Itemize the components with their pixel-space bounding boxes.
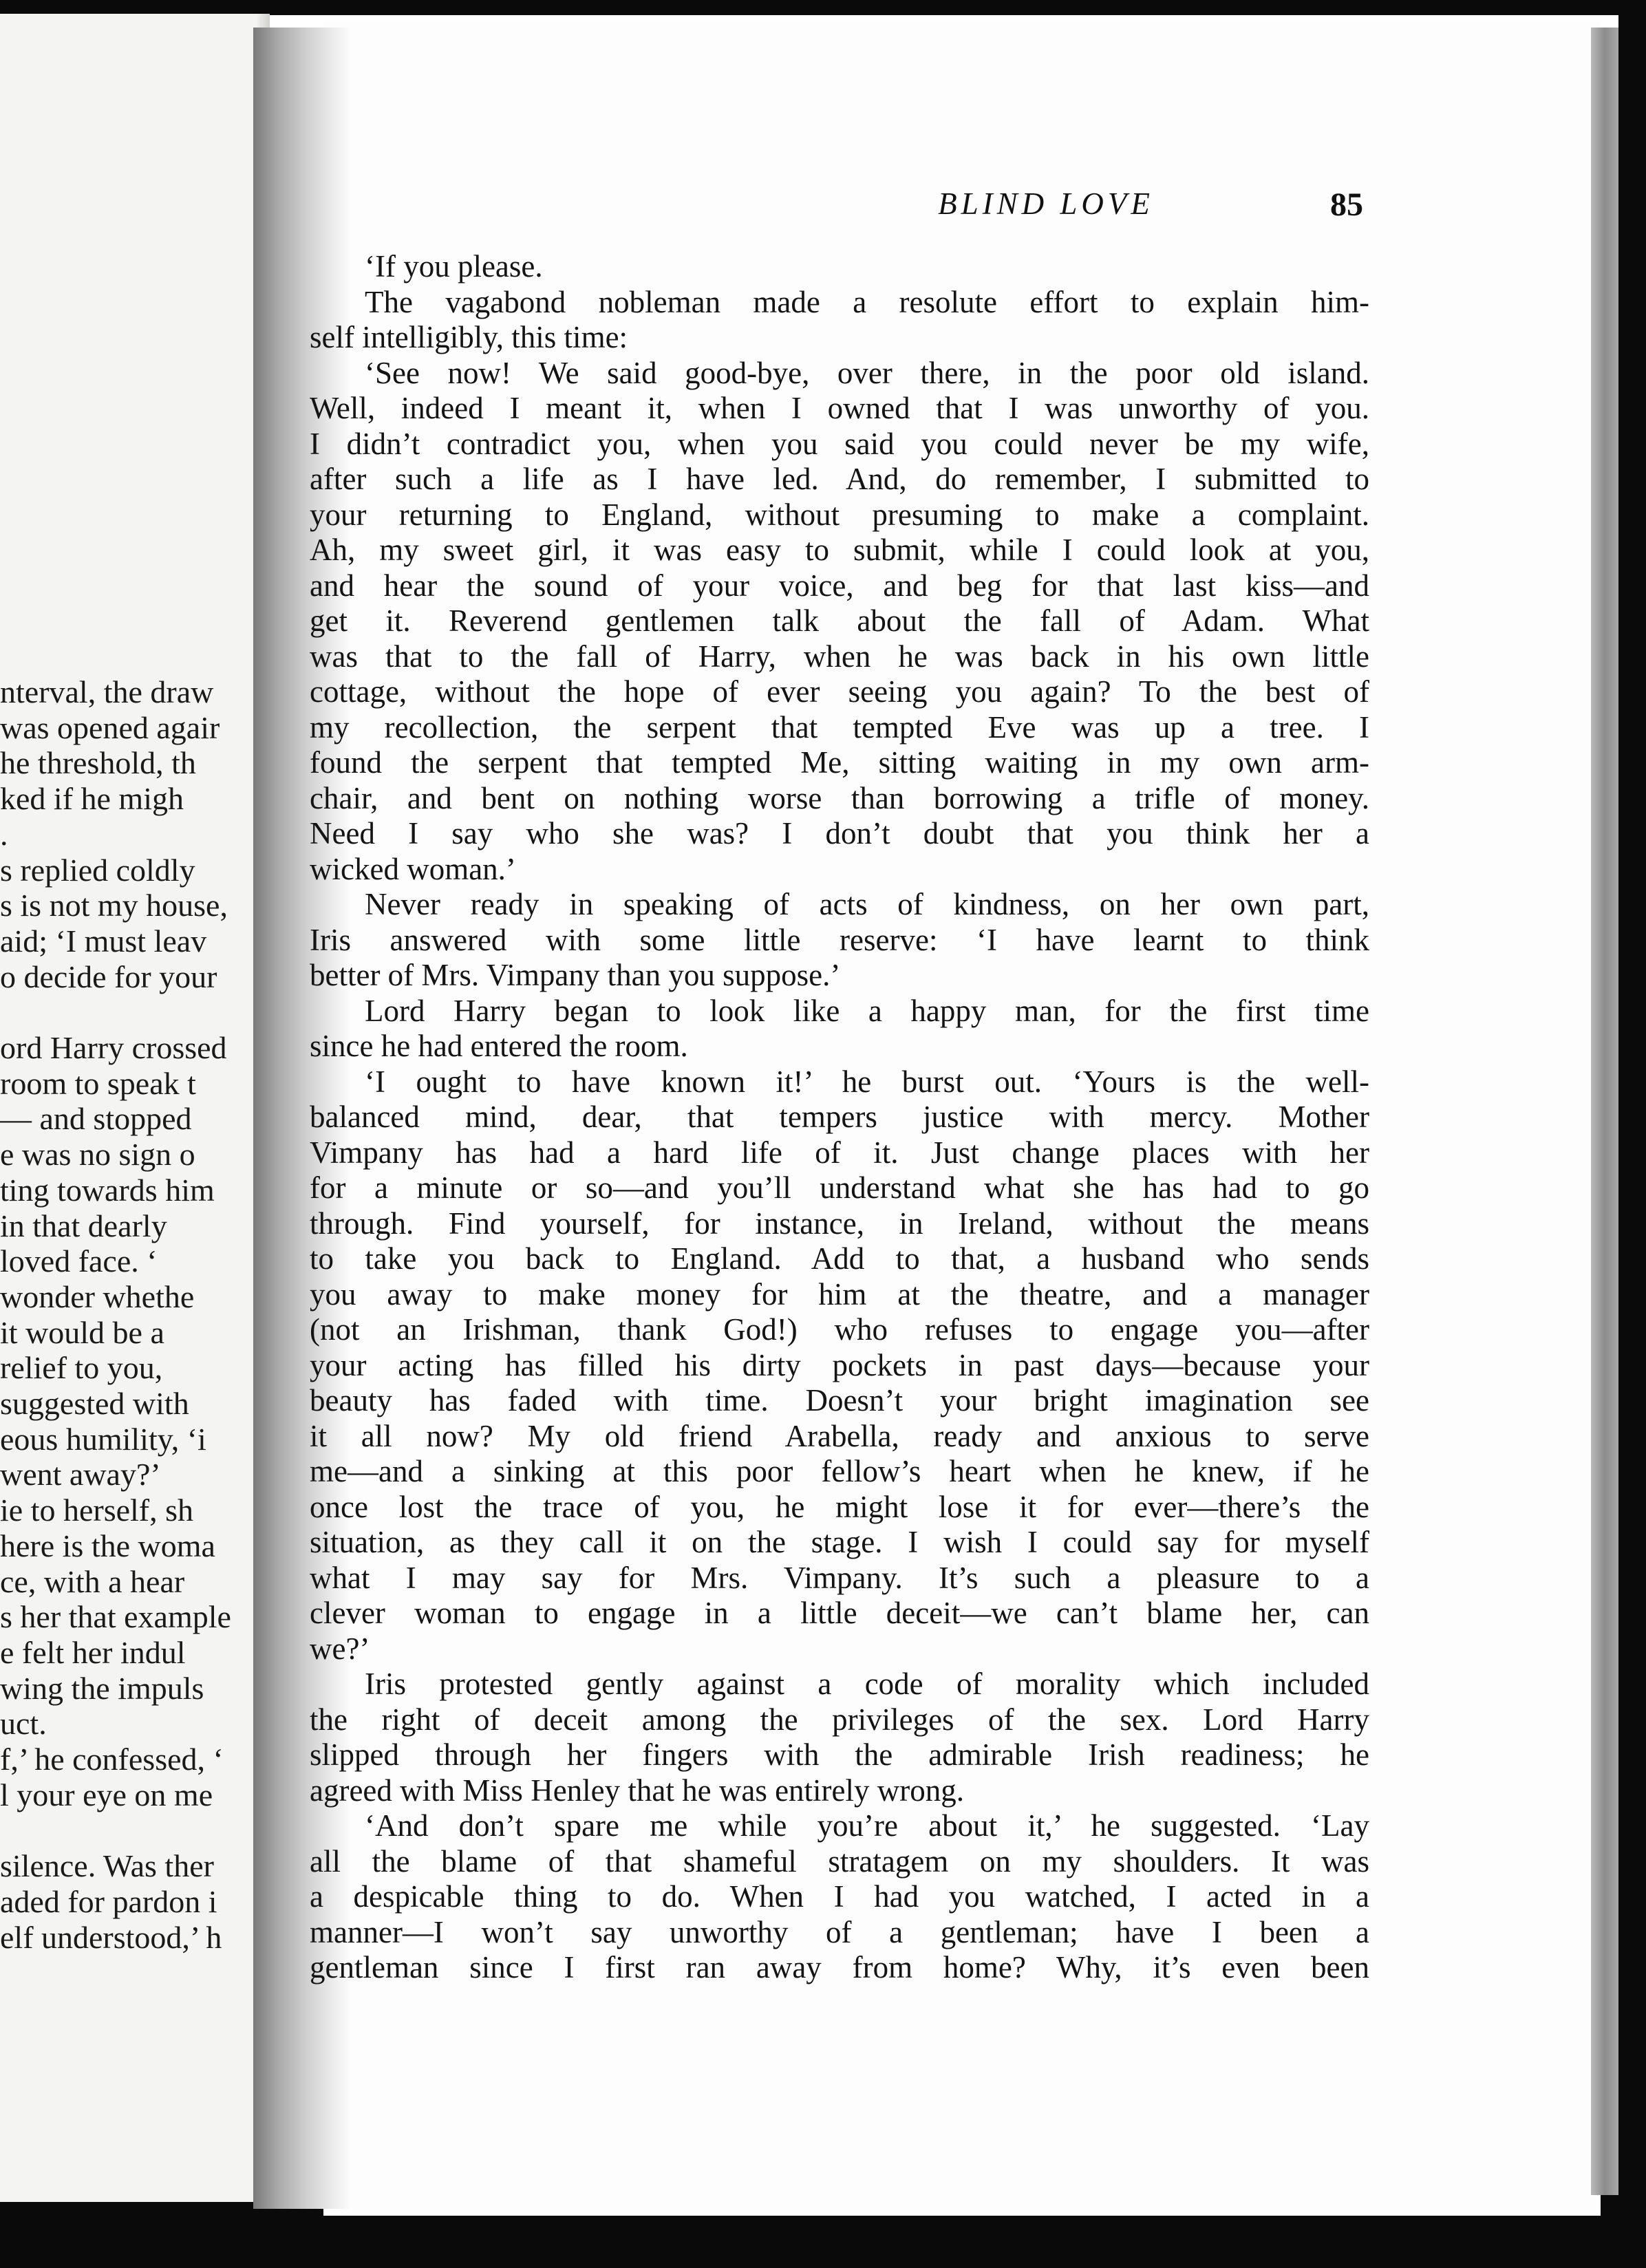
text-line: we?’ — [310, 1631, 370, 1666]
text-line: for a minute or so—and you’ll understand what she has had to go — [310, 1170, 1369, 1205]
text-line: after such a life as I have led. And, do remember, I submitted to — [310, 462, 1369, 496]
text-line: your returning to England, without presuming to make a complaint. — [310, 497, 1369, 532]
left-text-line: wonder whethe — [0, 1279, 195, 1314]
page-edge — [1591, 28, 1618, 2195]
left-text-line: in that dearly — [0, 1208, 167, 1243]
text-line: your acting has filled his dirty pockets in past days—because your — [310, 1347, 1369, 1382]
left-text-line: aid; ‘I must leav — [0, 923, 207, 959]
text-line: ‘If you please. — [365, 249, 543, 284]
text-line: Well, indeed I meant it, when I owned that I was unworthy of you. — [310, 391, 1369, 425]
header-title-text: BLIND LOVE — [938, 186, 1154, 221]
text-line: Lord Harry began to look like a happy man, for the first time — [365, 993, 1369, 1028]
text-line: the right of deceit among the privileges of the sex. Lord Harry — [310, 1702, 1369, 1737]
left-text-line: suggested with — [0, 1386, 189, 1421]
text-line: Need I say who she was? I don’t doubt that you think her a — [310, 816, 1369, 850]
running-head — [323, 186, 1601, 234]
left-text-line: wing the impuls — [0, 1670, 204, 1706]
scan-border-right — [1618, 0, 1646, 2268]
left-text-line: ie to herself, sh — [0, 1493, 194, 1528]
page-number: 85 — [1330, 186, 1363, 223]
text-line: Iris protested gently against a code of morality which included — [365, 1667, 1369, 1701]
left-text-line: was opened agair — [0, 709, 220, 745]
left-text-line: elf understood,’ h — [0, 1919, 222, 1955]
left-text-line: o decide for your — [0, 959, 217, 994]
left-text-line: it would be a — [0, 1314, 164, 1350]
body-text — [310, 249, 1369, 1986]
left-text-line: s her that example — [0, 1599, 231, 1635]
text-line: a despicable thing to do. When I had you watched, I acted in a — [310, 1879, 1369, 1914]
left-text-line: nterval, the draw — [0, 674, 214, 709]
text-line: Never ready in speaking of acts of kindness, on her own part, — [365, 887, 1369, 921]
text-line: wicked woman.’ — [310, 851, 516, 886]
left-text-line: silence. Was ther — [0, 1848, 214, 1884]
text-line: The vagabond nobleman made a resolute effort to explain him- — [365, 284, 1369, 319]
text-line: cottage, without the hope of ever seeing you again? To the best of — [310, 674, 1369, 709]
text-line: clever woman to engage in a little deceit—we can’t blame her, can — [310, 1596, 1369, 1630]
text-line: was that to the fall of Harry, when he was back in his own little — [310, 639, 1369, 674]
text-line: gentleman since I first ran away from home? Why, it’s even been — [310, 1950, 1369, 1984]
text-line: found the serpent that tempted Me, sitting waiting in my own arm- — [310, 745, 1369, 780]
text-line: since he had entered the room. — [310, 1029, 688, 1063]
left-text-line: went away?’ — [0, 1457, 161, 1493]
text-line: self intelligibly, this time: — [310, 320, 628, 354]
left-text-line: e was no sign o — [0, 1137, 195, 1173]
left-text-line: ce, with a hear — [0, 1563, 185, 1599]
text-line: my recollection, the serpent that tempted Eve was up a tree. I — [310, 709, 1369, 745]
left-text-line: f,’ he confessed, ‘ — [0, 1742, 224, 1777]
text-line: slipped through her fingers with the admirable Irish readiness; he — [310, 1737, 1369, 1772]
text-line: situation, as they call it on the stage. I wish I could say for myself — [310, 1525, 1369, 1559]
left-text-line: relief to you, — [0, 1350, 163, 1386]
text-line: agreed with Miss Henley that he was entirely wrong. — [310, 1773, 964, 1808]
left-text-line: s replied coldly — [0, 852, 195, 888]
left-text-line: aded for pardon i — [0, 1883, 217, 1919]
text-line: you away to make money for him at the theatre, and a manager — [310, 1276, 1369, 1312]
text-line: Vimpany has had a hard life of it. Just change places with her — [310, 1135, 1369, 1170]
text-line: balanced mind, dear, that tempers justice with mercy. Mother — [310, 1100, 1369, 1134]
left-text-line: ting towards him — [0, 1172, 215, 1208]
left-text-line: l your eye on me — [0, 1777, 213, 1812]
text-line: get it. Reverend gentlemen talk about the fall of Adam. What — [310, 603, 1369, 638]
text-line: what I may say for Mrs. Vimpany. It’s such a pleasure to a — [310, 1560, 1369, 1595]
text-line: to take you back to England. Add to that, a husband who sends — [310, 1241, 1369, 1276]
text-line: manner—I won’t say unworthy of a gentleman; have I been a — [310, 1914, 1369, 1949]
text-line: better of Mrs. Vimpany than you suppose.’ — [310, 958, 841, 992]
text-line: Ah, my sweet girl, it was easy to submit, while I could look at you, — [310, 533, 1369, 567]
left-text-line: eous humility, ‘i — [0, 1421, 206, 1457]
left-text-line: s is not my house, — [0, 888, 228, 923]
left-text-line: uct. — [0, 1706, 47, 1742]
text-line: Iris answered with some little reserve: ‘I have learnt to think — [310, 922, 1369, 957]
text-line: beauty has faded with time. Doesn’t your bright imagination see — [310, 1383, 1369, 1418]
text-line: ‘I ought to have known it!’ he burst out. ‘Yours is the well- — [365, 1064, 1369, 1099]
text-line: all the blame of that shameful stratagem on my shoulders. It was — [310, 1843, 1369, 1879]
text-line: ‘See now! We said good-bye, over there, in the poor old island. — [365, 355, 1369, 390]
left-text-line: e felt her indul — [0, 1634, 186, 1670]
text-line: I didn’t contradict you, when you said you could never be my wife, — [310, 426, 1369, 461]
text-line: ‘And don’t spare me while you’re about it,’ he suggested. ‘Lay — [365, 1808, 1369, 1843]
left-text-line: here is the woma — [0, 1528, 215, 1563]
text-line: chair, and bent on nothing worse than borrowing a trifle of money. — [310, 780, 1369, 815]
left-text-line: ked if he migh — [0, 781, 184, 817]
text-line: it all now? My old friend Arabella, ready and anxious to serve — [310, 1418, 1369, 1453]
left-text-line: ord Harry crossed — [0, 1030, 227, 1065]
text-line: once lost the trace of you, he might lose it for ever—there’s the — [310, 1489, 1369, 1524]
text-line: and hear the sound of your voice, and beg for that last kiss—and — [310, 568, 1369, 603]
left-text-line: . — [0, 816, 8, 852]
left-page — [0, 14, 270, 2202]
scan-border-top — [0, 0, 1646, 15]
left-text-line: he threshold, th — [0, 745, 196, 781]
text-line: me—and a sinking at this poor fellow’s heart when he knew, if he — [310, 1454, 1369, 1488]
left-text-line: loved face. ‘ — [0, 1243, 158, 1279]
left-text-line: — and stopped — [0, 1101, 192, 1137]
left-text-line: room to speak t — [0, 1065, 196, 1101]
text-line: through. Find yourself, for instance, in Ireland, without the means — [310, 1206, 1369, 1241]
text-line: (not an Irishman, thank God!) who refuses to engage you—after — [310, 1312, 1369, 1347]
